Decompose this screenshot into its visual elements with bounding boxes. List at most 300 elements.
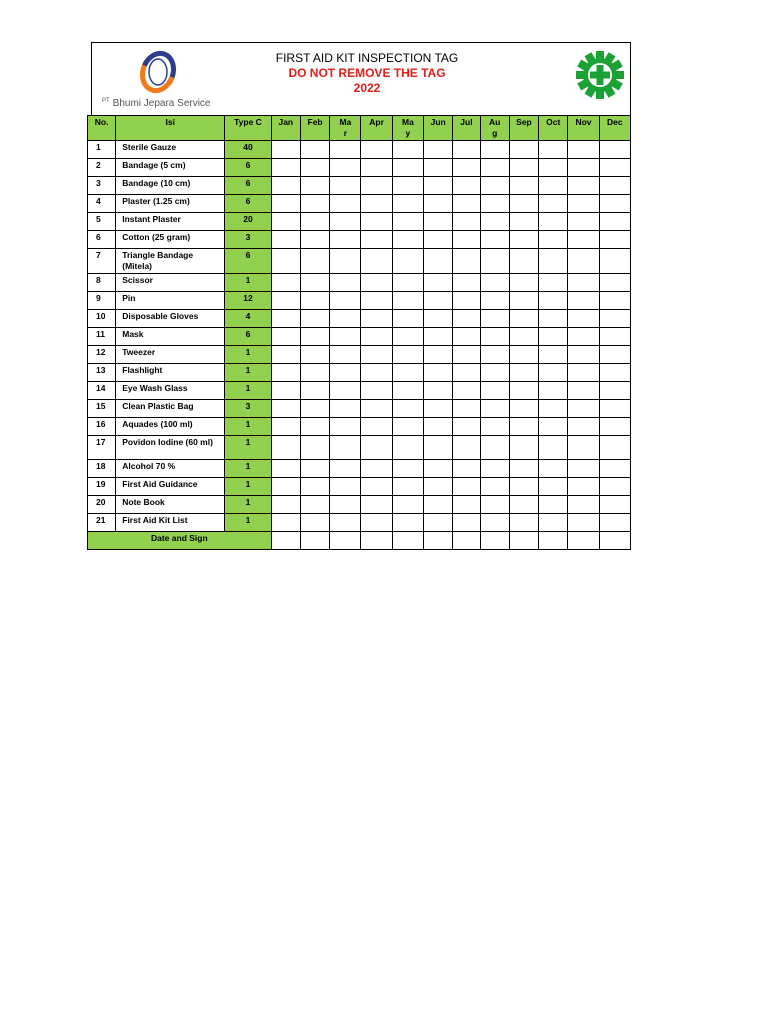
sign-cell[interactable] <box>424 532 453 550</box>
month-check-cell[interactable] <box>271 213 300 231</box>
sign-cell[interactable] <box>539 532 568 550</box>
month-check-cell[interactable] <box>424 496 453 514</box>
month-check-cell[interactable] <box>330 141 361 159</box>
row-item: Bandage (5 cm) <box>116 159 225 177</box>
month-check-cell[interactable] <box>271 460 300 478</box>
month-check-cell[interactable] <box>361 478 392 496</box>
month-check-cell[interactable] <box>271 364 300 382</box>
month-check-cell[interactable] <box>480 346 509 364</box>
header-month-jan: Jan <box>271 116 300 141</box>
month-check-cell[interactable] <box>480 159 509 177</box>
month-check-cell[interactable] <box>392 249 423 274</box>
month-check-cell[interactable] <box>330 478 361 496</box>
month-check-cell[interactable] <box>361 346 392 364</box>
header-month-dec: Dec <box>599 116 630 141</box>
month-check-cell[interactable] <box>424 436 453 460</box>
month-check-cell[interactable] <box>599 213 630 231</box>
month-check-cell[interactable] <box>453 496 480 514</box>
month-check-cell[interactable] <box>599 364 630 382</box>
month-check-cell[interactable] <box>509 274 538 292</box>
month-check-cell[interactable] <box>361 382 392 400</box>
month-check-cell[interactable] <box>539 478 568 496</box>
month-check-cell[interactable] <box>453 195 480 213</box>
month-check-cell[interactable] <box>300 436 329 460</box>
month-check-cell[interactable] <box>509 292 538 310</box>
month-check-cell[interactable] <box>599 249 630 274</box>
month-check-cell[interactable] <box>599 400 630 418</box>
month-check-cell[interactable] <box>330 418 361 436</box>
month-check-cell[interactable] <box>361 364 392 382</box>
month-check-cell[interactable] <box>568 496 599 514</box>
month-check-cell[interactable] <box>480 292 509 310</box>
sign-cell[interactable] <box>453 532 480 550</box>
table-footer-row <box>88 532 631 550</box>
month-check-cell[interactable] <box>509 496 538 514</box>
sign-cell[interactable] <box>271 532 300 550</box>
month-check-cell[interactable] <box>330 177 361 195</box>
month-check-cell[interactable] <box>300 274 329 292</box>
row-item: Povidon Iodine (60 ml) <box>116 436 225 460</box>
month-check-cell[interactable] <box>271 141 300 159</box>
month-check-cell[interactable] <box>453 382 480 400</box>
month-check-cell[interactable] <box>453 514 480 532</box>
month-check-cell[interactable] <box>271 382 300 400</box>
month-check-cell[interactable] <box>300 400 329 418</box>
month-check-cell[interactable] <box>424 328 453 346</box>
month-check-cell[interactable] <box>568 478 599 496</box>
month-check-cell[interactable] <box>424 460 453 478</box>
row-number: 17 <box>88 436 116 460</box>
month-check-cell[interactable] <box>271 418 300 436</box>
month-check-cell[interactable] <box>392 274 423 292</box>
month-check-cell[interactable] <box>330 460 361 478</box>
sign-cell[interactable] <box>509 532 538 550</box>
month-check-cell[interactable] <box>539 514 568 532</box>
row-item: Disposable Gloves <box>116 310 225 328</box>
month-check-cell[interactable] <box>424 514 453 532</box>
month-check-cell[interactable] <box>424 141 453 159</box>
month-check-cell[interactable] <box>599 328 630 346</box>
month-check-cell[interactable] <box>568 346 599 364</box>
month-check-cell[interactable] <box>392 141 423 159</box>
row-qty: 1 <box>225 478 271 496</box>
month-check-cell[interactable] <box>509 514 538 532</box>
month-check-cell[interactable] <box>392 195 423 213</box>
month-check-cell[interactable] <box>361 292 392 310</box>
month-check-cell[interactable] <box>392 436 423 460</box>
month-check-cell[interactable] <box>330 514 361 532</box>
month-check-cell[interactable] <box>330 364 361 382</box>
month-check-cell[interactable] <box>453 310 480 328</box>
month-check-cell[interactable] <box>424 231 453 249</box>
month-check-cell[interactable] <box>509 436 538 460</box>
month-check-cell[interactable] <box>509 159 538 177</box>
month-check-cell[interactable] <box>330 292 361 310</box>
month-check-cell[interactable] <box>480 177 509 195</box>
table-body <box>88 141 631 532</box>
row-qty: 1 <box>225 418 271 436</box>
month-check-cell[interactable] <box>392 496 423 514</box>
month-check-cell[interactable] <box>453 364 480 382</box>
month-check-cell[interactable] <box>599 346 630 364</box>
month-check-cell[interactable] <box>271 231 300 249</box>
month-check-cell[interactable] <box>392 460 423 478</box>
month-check-cell[interactable] <box>453 159 480 177</box>
month-check-cell[interactable] <box>568 310 599 328</box>
row-item: First Aid Kit List <box>116 514 225 532</box>
month-check-cell[interactable] <box>330 249 361 274</box>
month-check-cell[interactable] <box>599 177 630 195</box>
month-check-cell[interactable] <box>271 328 300 346</box>
row-qty: 1 <box>225 274 271 292</box>
month-check-cell[interactable] <box>424 310 453 328</box>
month-check-cell[interactable] <box>300 478 329 496</box>
month-check-cell[interactable] <box>392 159 423 177</box>
month-check-cell[interactable] <box>453 141 480 159</box>
header-month-feb: Feb <box>300 116 329 141</box>
month-check-cell[interactable] <box>599 496 630 514</box>
company-ring-logo-icon <box>128 47 188 97</box>
month-check-cell[interactable] <box>392 478 423 496</box>
sign-cell[interactable] <box>568 532 599 550</box>
row-qty: 6 <box>225 195 271 213</box>
month-check-cell[interactable] <box>568 231 599 249</box>
month-check-cell[interactable] <box>599 382 630 400</box>
month-check-cell[interactable] <box>568 274 599 292</box>
month-check-cell[interactable] <box>568 436 599 460</box>
row-number: 1 <box>88 141 116 159</box>
month-check-cell[interactable] <box>271 310 300 328</box>
month-check-cell[interactable] <box>392 346 423 364</box>
month-check-cell[interactable] <box>539 346 568 364</box>
month-check-cell[interactable] <box>568 249 599 274</box>
month-check-cell[interactable] <box>480 364 509 382</box>
month-check-cell[interactable] <box>480 400 509 418</box>
month-check-cell[interactable] <box>392 514 423 532</box>
month-check-cell[interactable] <box>300 195 329 213</box>
month-check-cell[interactable] <box>392 292 423 310</box>
month-check-cell[interactable] <box>480 436 509 460</box>
month-check-cell[interactable] <box>509 231 538 249</box>
month-check-cell[interactable] <box>271 514 300 532</box>
month-check-cell[interactable] <box>392 364 423 382</box>
header-month-oct: Oct <box>539 116 568 141</box>
row-item: Instant Plaster <box>116 213 225 231</box>
month-check-cell[interactable] <box>509 328 538 346</box>
month-check-cell[interactable] <box>568 400 599 418</box>
sign-cell[interactable] <box>480 532 509 550</box>
table-row <box>88 274 631 292</box>
month-check-cell[interactable] <box>271 436 300 460</box>
month-check-cell[interactable] <box>539 418 568 436</box>
month-check-cell[interactable] <box>271 478 300 496</box>
month-check-cell[interactable] <box>480 195 509 213</box>
month-check-cell[interactable] <box>599 460 630 478</box>
month-check-cell[interactable] <box>361 460 392 478</box>
month-check-cell[interactable] <box>480 213 509 231</box>
row-item: Flashlight <box>116 364 225 382</box>
month-check-cell[interactable] <box>361 159 392 177</box>
month-check-cell[interactable] <box>539 249 568 274</box>
month-check-cell[interactable] <box>392 231 423 249</box>
month-check-cell[interactable] <box>300 328 329 346</box>
month-check-cell[interactable] <box>599 418 630 436</box>
month-check-cell[interactable] <box>271 346 300 364</box>
month-check-cell[interactable] <box>300 213 329 231</box>
row-qty: 1 <box>225 460 271 478</box>
sign-cell[interactable] <box>361 532 392 550</box>
month-check-cell[interactable] <box>509 195 538 213</box>
month-check-cell[interactable] <box>453 436 480 460</box>
month-check-cell[interactable] <box>480 328 509 346</box>
month-check-cell[interactable] <box>424 292 453 310</box>
month-check-cell[interactable] <box>361 249 392 274</box>
month-check-cell[interactable] <box>599 310 630 328</box>
month-check-cell[interactable] <box>539 231 568 249</box>
month-check-cell[interactable] <box>361 310 392 328</box>
month-check-cell[interactable] <box>330 195 361 213</box>
sign-cell[interactable] <box>330 532 361 550</box>
month-check-cell[interactable] <box>539 292 568 310</box>
month-check-cell[interactable] <box>539 400 568 418</box>
row-item: Cotton (25 gram) <box>116 231 225 249</box>
month-check-cell[interactable] <box>509 310 538 328</box>
month-check-cell[interactable] <box>480 249 509 274</box>
month-check-cell[interactable] <box>361 496 392 514</box>
month-check-cell[interactable] <box>509 177 538 195</box>
month-check-cell[interactable] <box>392 213 423 231</box>
month-check-cell[interactable] <box>599 514 630 532</box>
month-check-cell[interactable] <box>480 382 509 400</box>
month-check-cell[interactable] <box>539 496 568 514</box>
month-check-cell[interactable] <box>300 159 329 177</box>
month-check-cell[interactable] <box>480 231 509 249</box>
month-check-cell[interactable] <box>300 177 329 195</box>
month-check-cell[interactable] <box>361 177 392 195</box>
month-check-cell[interactable] <box>509 249 538 274</box>
month-check-cell[interactable] <box>453 478 480 496</box>
row-qty: 40 <box>225 141 271 159</box>
month-check-cell[interactable] <box>271 292 300 310</box>
month-check-cell[interactable] <box>539 213 568 231</box>
row-number: 11 <box>88 328 116 346</box>
month-check-cell[interactable] <box>361 418 392 436</box>
month-check-cell[interactable] <box>599 195 630 213</box>
month-check-cell[interactable] <box>453 418 480 436</box>
month-check-cell[interactable] <box>568 418 599 436</box>
month-check-cell[interactable] <box>424 159 453 177</box>
month-check-cell[interactable] <box>568 364 599 382</box>
month-check-cell[interactable] <box>509 213 538 231</box>
month-check-cell[interactable] <box>453 213 480 231</box>
month-check-cell[interactable] <box>453 346 480 364</box>
month-check-cell[interactable] <box>599 159 630 177</box>
month-check-cell[interactable] <box>539 328 568 346</box>
month-check-cell[interactable] <box>300 364 329 382</box>
month-check-cell[interactable] <box>330 274 361 292</box>
month-check-cell[interactable] <box>271 159 300 177</box>
month-check-cell[interactable] <box>300 310 329 328</box>
month-check-cell[interactable] <box>271 249 300 274</box>
month-check-cell[interactable] <box>361 213 392 231</box>
month-check-cell[interactable] <box>300 231 329 249</box>
month-check-cell[interactable] <box>392 328 423 346</box>
month-check-cell[interactable] <box>568 141 599 159</box>
month-check-cell[interactable] <box>300 460 329 478</box>
month-check-cell[interactable] <box>424 418 453 436</box>
month-check-cell[interactable] <box>568 514 599 532</box>
month-check-cell[interactable] <box>568 195 599 213</box>
month-check-cell[interactable] <box>330 400 361 418</box>
month-check-cell[interactable] <box>509 478 538 496</box>
row-number: 7 <box>88 249 116 274</box>
month-check-cell[interactable] <box>453 231 480 249</box>
month-check-cell[interactable] <box>568 328 599 346</box>
month-check-cell[interactable] <box>599 231 630 249</box>
month-check-cell[interactable] <box>361 231 392 249</box>
month-check-cell[interactable] <box>424 400 453 418</box>
month-check-cell[interactable] <box>539 141 568 159</box>
month-check-cell[interactable] <box>599 274 630 292</box>
month-check-cell[interactable] <box>271 496 300 514</box>
month-check-cell[interactable] <box>509 460 538 478</box>
month-check-cell[interactable] <box>300 292 329 310</box>
month-check-cell[interactable] <box>539 195 568 213</box>
month-check-cell[interactable] <box>392 382 423 400</box>
month-check-cell[interactable] <box>539 382 568 400</box>
month-check-cell[interactable] <box>539 364 568 382</box>
month-check-cell[interactable] <box>453 274 480 292</box>
row-number: 15 <box>88 400 116 418</box>
month-check-cell[interactable] <box>392 177 423 195</box>
month-check-cell[interactable] <box>480 418 509 436</box>
month-check-cell[interactable] <box>271 195 300 213</box>
table-row <box>88 159 631 177</box>
month-check-cell[interactable] <box>271 177 300 195</box>
month-check-cell[interactable] <box>480 460 509 478</box>
month-check-cell[interactable] <box>424 249 453 274</box>
month-check-cell[interactable] <box>568 159 599 177</box>
month-check-cell[interactable] <box>568 177 599 195</box>
row-item: Clean Plastic Bag <box>116 400 225 418</box>
month-check-cell[interactable] <box>539 436 568 460</box>
row-item: Scissor <box>116 274 225 292</box>
month-check-cell[interactable] <box>599 478 630 496</box>
month-check-cell[interactable] <box>480 274 509 292</box>
month-check-cell[interactable] <box>480 141 509 159</box>
month-check-cell[interactable] <box>480 514 509 532</box>
sign-cell[interactable] <box>300 532 329 550</box>
month-check-cell[interactable] <box>509 346 538 364</box>
month-check-cell[interactable] <box>424 382 453 400</box>
row-qty: 6 <box>225 177 271 195</box>
month-check-cell[interactable] <box>424 478 453 496</box>
month-check-cell[interactable] <box>539 159 568 177</box>
month-check-cell[interactable] <box>453 400 480 418</box>
month-check-cell[interactable] <box>424 274 453 292</box>
month-check-cell[interactable] <box>300 141 329 159</box>
month-check-cell[interactable] <box>424 177 453 195</box>
month-check-cell[interactable] <box>453 328 480 346</box>
month-check-cell[interactable] <box>480 496 509 514</box>
month-check-cell[interactable] <box>361 195 392 213</box>
month-check-cell[interactable] <box>599 436 630 460</box>
month-check-cell[interactable] <box>330 328 361 346</box>
month-check-cell[interactable] <box>392 418 423 436</box>
sign-cell[interactable] <box>392 532 423 550</box>
month-check-cell[interactable] <box>361 514 392 532</box>
month-check-cell[interactable] <box>480 310 509 328</box>
month-check-cell[interactable] <box>568 460 599 478</box>
month-check-cell[interactable] <box>330 496 361 514</box>
month-check-cell[interactable] <box>424 364 453 382</box>
month-check-cell[interactable] <box>300 514 329 532</box>
sign-cell[interactable] <box>599 532 630 550</box>
month-check-cell[interactable] <box>539 310 568 328</box>
month-check-cell[interactable] <box>330 159 361 177</box>
month-check-cell[interactable] <box>568 382 599 400</box>
month-check-cell[interactable] <box>453 177 480 195</box>
month-check-cell[interactable] <box>424 213 453 231</box>
month-check-cell[interactable] <box>509 364 538 382</box>
month-check-cell[interactable] <box>361 328 392 346</box>
month-check-cell[interactable] <box>453 292 480 310</box>
month-check-cell[interactable] <box>300 346 329 364</box>
tag-title: FIRST AID KIT INSPECTION TAG <box>275 51 459 65</box>
month-check-cell[interactable] <box>392 310 423 328</box>
month-check-cell[interactable] <box>424 195 453 213</box>
month-check-cell[interactable] <box>361 436 392 460</box>
month-check-cell[interactable] <box>453 460 480 478</box>
month-check-cell[interactable] <box>453 249 480 274</box>
month-check-cell[interactable] <box>599 141 630 159</box>
row-item: Tweezer <box>116 346 225 364</box>
month-check-cell[interactable] <box>300 382 329 400</box>
month-check-cell[interactable] <box>330 310 361 328</box>
month-check-cell[interactable] <box>539 274 568 292</box>
month-check-cell[interactable] <box>539 460 568 478</box>
month-check-cell[interactable] <box>509 382 538 400</box>
month-check-cell[interactable] <box>361 400 392 418</box>
month-check-cell[interactable] <box>271 400 300 418</box>
month-check-cell[interactable] <box>568 292 599 310</box>
month-check-cell[interactable] <box>300 496 329 514</box>
month-check-cell[interactable] <box>392 400 423 418</box>
month-check-cell[interactable] <box>271 274 300 292</box>
table-row <box>88 249 631 274</box>
month-check-cell[interactable] <box>300 249 329 274</box>
month-check-cell[interactable] <box>539 177 568 195</box>
month-check-cell[interactable] <box>300 418 329 436</box>
month-check-cell[interactable] <box>330 231 361 249</box>
table-row <box>88 141 631 159</box>
month-check-cell[interactable] <box>361 141 392 159</box>
month-check-cell[interactable] <box>509 141 538 159</box>
month-check-cell[interactable] <box>330 213 361 231</box>
month-check-cell[interactable] <box>330 346 361 364</box>
month-check-cell[interactable] <box>330 382 361 400</box>
month-check-cell[interactable] <box>599 292 630 310</box>
month-check-cell[interactable] <box>361 274 392 292</box>
month-check-cell[interactable] <box>330 436 361 460</box>
row-number: 9 <box>88 292 116 310</box>
month-check-cell[interactable] <box>480 478 509 496</box>
month-check-cell[interactable] <box>509 400 538 418</box>
month-check-cell[interactable] <box>424 346 453 364</box>
row-number: 3 <box>88 177 116 195</box>
month-check-cell[interactable] <box>509 418 538 436</box>
month-check-cell[interactable] <box>568 213 599 231</box>
